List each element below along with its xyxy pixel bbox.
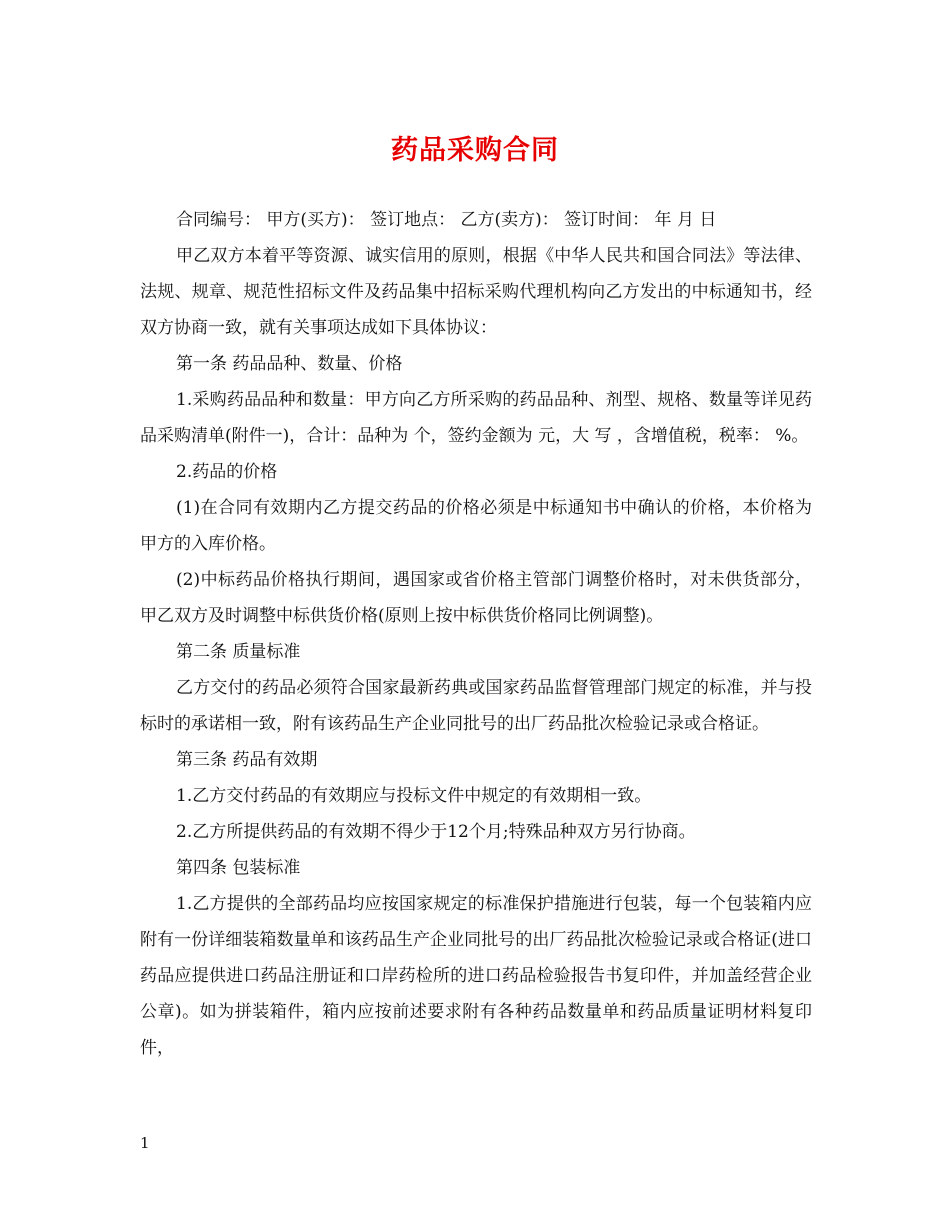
page-number: 1 <box>140 1134 150 1152</box>
article-3-heading: 第三条 药品有效期 <box>176 750 318 770</box>
article-1-clause-2: 2.药品的价格 <box>176 462 278 482</box>
article-3-clause-2: 2.乙方所提供药品的有效期不得少于12个月;特殊品种双方另行协商。 <box>176 822 696 842</box>
article-1-clause-1: 1.采购药品品种和数量：甲方向乙方所采购的药品品种、剂型、规格、数量等详见药品采购清单(附件一)，合计：品种为 个，签约金额为 元，大 写 ，含增值税，税率： %。 <box>140 390 812 446</box>
article-2-heading: 第二条 质量标准 <box>176 642 301 662</box>
article-1-clause-2-item-2: (2)中标药品价格执行期间，遇国家或省价格主管部门调整价格时，对未供货部分，甲乙双方及时调整中标供货价格(原则上按中标供货价格同比例调整)。 <box>140 570 812 626</box>
article-4-heading: 第四条 包装标准 <box>176 858 301 878</box>
article-1-clause-2-item-1: (1)在合同有效期内乙方提交药品的价格必须是中标通知书中确认的价格，本价格为甲方的入库价格。 <box>140 498 812 554</box>
article-3-clause-1: 1.乙方交付药品的有效期应与投标文件中规定的有效期相一致。 <box>176 786 652 806</box>
contract-header-line: 合同编号： 甲方(买方)： 签订地点： 乙方(卖方)： 签订时间： 年 月 日 <box>176 210 717 230</box>
article-4-clause-1: 1.乙方提供的全部药品均应按国家规定的标准保护措施进行包装，每一个包装箱内应附有一份详细装箱数量单和该药品生产企业同批号的出厂药品批次检验记录或合格证(进口药品应提供进口药品注册证和口岸药检所的进口药品检验报告书复印件，并加盖经营企业公章)。如为拼装箱件，箱内应按前述要求附有各种药品数量单和药品质量证明材料复印件， <box>140 894 812 1058</box>
preamble-paragraph: 甲乙双方本着平等资源、诚实信用的原则，根据《中华人民共和国合同法》等法律、法规、规章、规范性招标文件及药品集中招标采购代理机构向乙方发出的中标通知书，经双方协商一致，就有关事项达成如下具体协议： <box>140 246 812 338</box>
document-body <box>140 202 812 1066</box>
article-1-heading: 第一条 药品品种、数量、价格 <box>176 354 403 374</box>
article-2-paragraph: 乙方交付的药品必须符合国家最新药典或国家药品监督管理部门规定的标准，并与投标时的承诺相一致，附有该药品生产企业同批号的出厂药品批次检验记录或合格证。 <box>140 678 812 734</box>
document-title: 药品采购合同 <box>391 135 559 166</box>
